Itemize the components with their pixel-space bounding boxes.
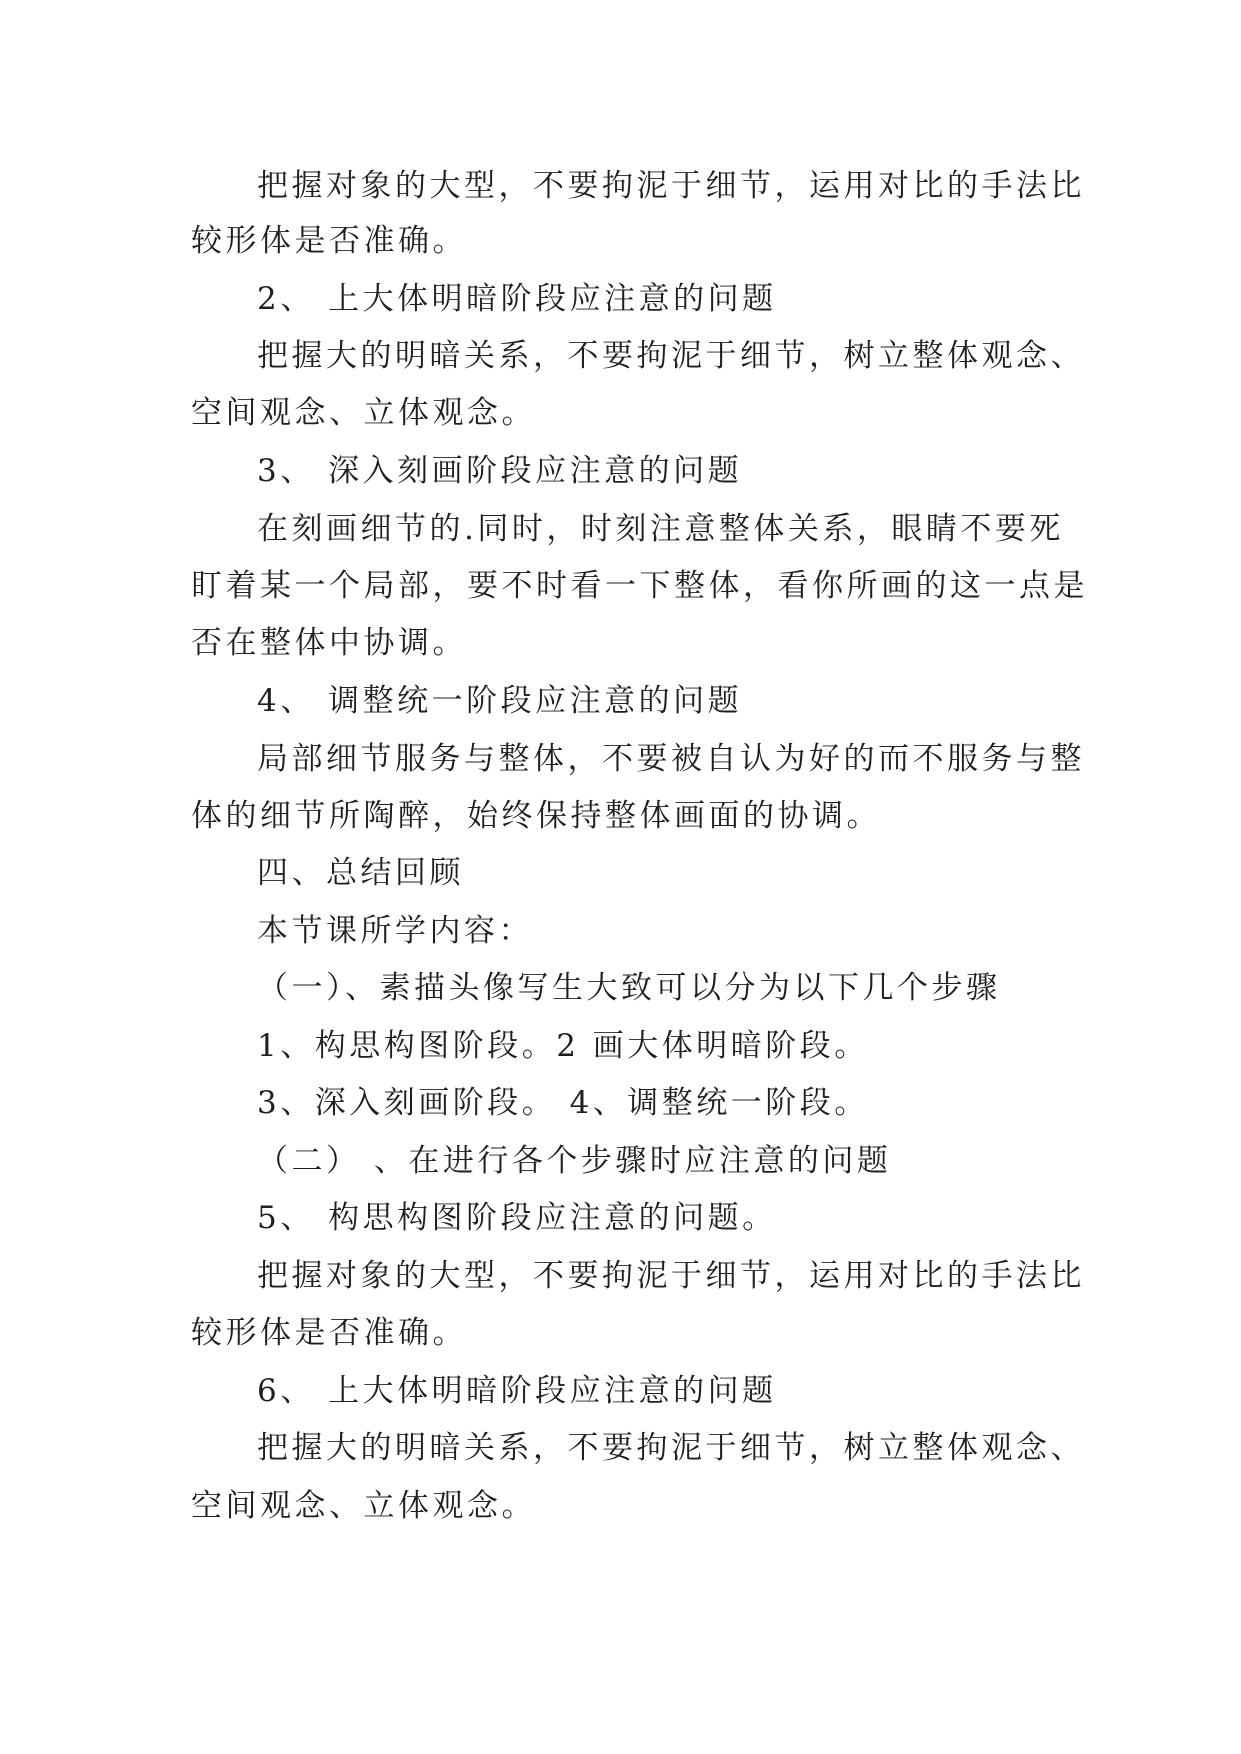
paragraph-line: （二） 、在进行各个步骤时应注意的问题 [257, 1143, 892, 1179]
paragraph-line: 把握对象的大型，不要拘泥于细节，运用对比的手法比 [257, 1258, 1085, 1294]
paragraph-line: 把握大的明暗关系，不要拘泥于细节，树立整体观念、 [257, 338, 1085, 374]
paragraph-line: 体的细节所陶醉，始终保持整体画面的协调。 [191, 798, 881, 834]
paragraph-line: 把握对象的大型，不要拘泥于细节，运用对比的手法比 [257, 168, 1085, 204]
paragraph-line: 否在整体中协调。 [191, 625, 467, 661]
paragraph-line: 局部细节服务与整体，不要被自认为好的而不服务与整 [257, 741, 1085, 777]
section-heading: 2、 上大体明暗阶段应注意的问题 [257, 281, 777, 317]
paragraph-line: 3、深入刻画阶段。 4、调整统一阶段。 [257, 1085, 869, 1121]
paragraph-line: 较形体是否准确。 [191, 1315, 467, 1351]
paragraph-line: 较形体是否准确。 [191, 223, 467, 259]
paragraph-line: 1、构思构图阶段。2 画大体明暗阶段。 [257, 1028, 869, 1064]
section-heading: 5、 构思构图阶段应注意的问题。 [257, 1200, 777, 1236]
paragraph-line: 盯着某一个局部，要不时看一下整体，看你所画的这一点是 [191, 568, 1088, 604]
paragraph-line: 把握大的明暗关系，不要拘泥于细节，树立整体观念、 [257, 1430, 1085, 1466]
section-heading: 3、 深入刻画阶段应注意的问题 [257, 453, 743, 489]
paragraph-line: 本节课所学内容： [257, 913, 533, 949]
paragraph-line: 空间观念、立体观念。 [191, 395, 536, 431]
section-heading: 6、 上大体明暗阶段应注意的问题 [257, 1373, 777, 1409]
paragraph-line: 空间观念、立体观念。 [191, 1488, 536, 1524]
section-heading: 4、 调整统一阶段应注意的问题 [257, 683, 743, 719]
paragraph-line: （一）、素描头像写生大致可以分为以下几个步骤 [257, 970, 1001, 1006]
section-heading: 四、总结回顾 [257, 855, 464, 891]
paragraph-line: 在刻画细节的.同时，时刻注意整体关系，眼睛不要死 [257, 511, 1064, 547]
